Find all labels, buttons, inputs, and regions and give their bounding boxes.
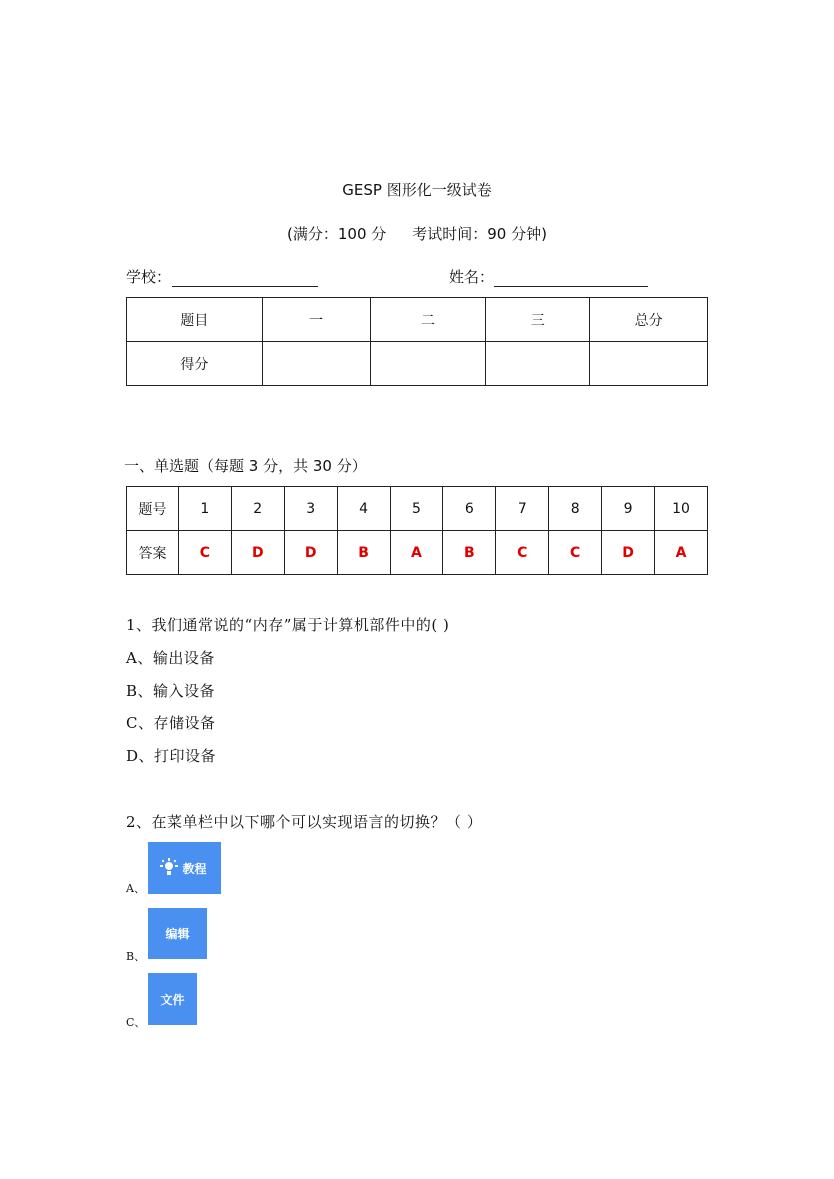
answer-cell: B [443, 531, 496, 575]
name-field[interactable] [494, 270, 648, 287]
school-field[interactable] [172, 270, 318, 287]
score-header-cell: 二 [370, 298, 486, 342]
school-label: 学校： [126, 268, 172, 286]
exam-info [0, 223, 834, 244]
answer-cell: B [337, 531, 390, 575]
score-cell[interactable] [370, 342, 486, 386]
answer-cell: D [284, 531, 337, 575]
question-2-text: 2、在菜单栏中以下哪个可以实现语言的切换？（ ） [126, 813, 483, 831]
question-1-option-a: A、输出设备 [126, 649, 215, 667]
question-2-option-b-label: B、 [126, 950, 146, 963]
question-number: 6 [443, 487, 496, 531]
duration: 考试时间：90 分钟) [412, 225, 547, 243]
edit-button-text: 编辑 [165, 927, 190, 941]
score-cell[interactable] [486, 342, 590, 386]
name-label: 姓名： [449, 268, 495, 286]
score-cell[interactable] [262, 342, 370, 386]
question-number: 7 [496, 487, 549, 531]
score-header-cell: 三 [486, 298, 590, 342]
score-table-header-row [127, 298, 708, 342]
answer-cell: A [390, 531, 443, 575]
answer-table-number-row [127, 487, 708, 531]
question-1-text: 1、我们通常说的“内存”属于计算机部件中的( ) [126, 616, 450, 634]
tutorial-button-text: 教程 [182, 861, 207, 876]
edit-menu-button-image [148, 908, 207, 959]
question-number: 1 [178, 487, 231, 531]
score-header-cell: 一 [262, 298, 370, 342]
answer-cell: C [549, 531, 602, 575]
question-number: 4 [337, 487, 390, 531]
question-1-option-c: C、存储设备 [126, 714, 216, 732]
question-number: 8 [549, 487, 602, 531]
answer-table-answer-row [127, 531, 708, 575]
answer-cell: C [178, 531, 231, 575]
number-row-label: 题号 [127, 487, 179, 531]
question-number: 10 [655, 487, 708, 531]
question-1-option-d: D、打印设备 [126, 747, 217, 765]
file-button-text: 文件 [160, 992, 185, 1007]
full-score: (满分：100 分 [287, 225, 387, 243]
question-1-option-b: B、输入设备 [126, 682, 216, 700]
score-table-row [127, 342, 708, 386]
score-cell[interactable] [590, 342, 708, 386]
question-number: 9 [602, 487, 655, 531]
score-header-cell: 题目 [127, 298, 263, 342]
file-menu-button-image [148, 973, 197, 1025]
answer-table [126, 486, 708, 575]
score-row-label: 得分 [127, 342, 263, 386]
answer-cell: C [496, 531, 549, 575]
question-number: 5 [390, 487, 443, 531]
question-2-option-a-label: A、 [126, 882, 145, 895]
tutorial-menu-button-image [148, 842, 221, 894]
question-2-option-c-label: C、 [126, 1016, 146, 1029]
lightbulb-icon [162, 859, 176, 877]
page-title: GESP 图形化一级试卷 [342, 181, 492, 199]
section-title: 一、单选题（每题 3 分，共 30 分） [124, 457, 367, 475]
answer-row-label: 答案 [127, 531, 179, 575]
answer-cell: D [602, 531, 655, 575]
score-header-cell: 总分 [590, 298, 708, 342]
score-table [126, 297, 708, 386]
answer-cell: A [655, 531, 708, 575]
question-number: 2 [231, 487, 284, 531]
answer-cell: D [231, 531, 284, 575]
question-number: 3 [284, 487, 337, 531]
